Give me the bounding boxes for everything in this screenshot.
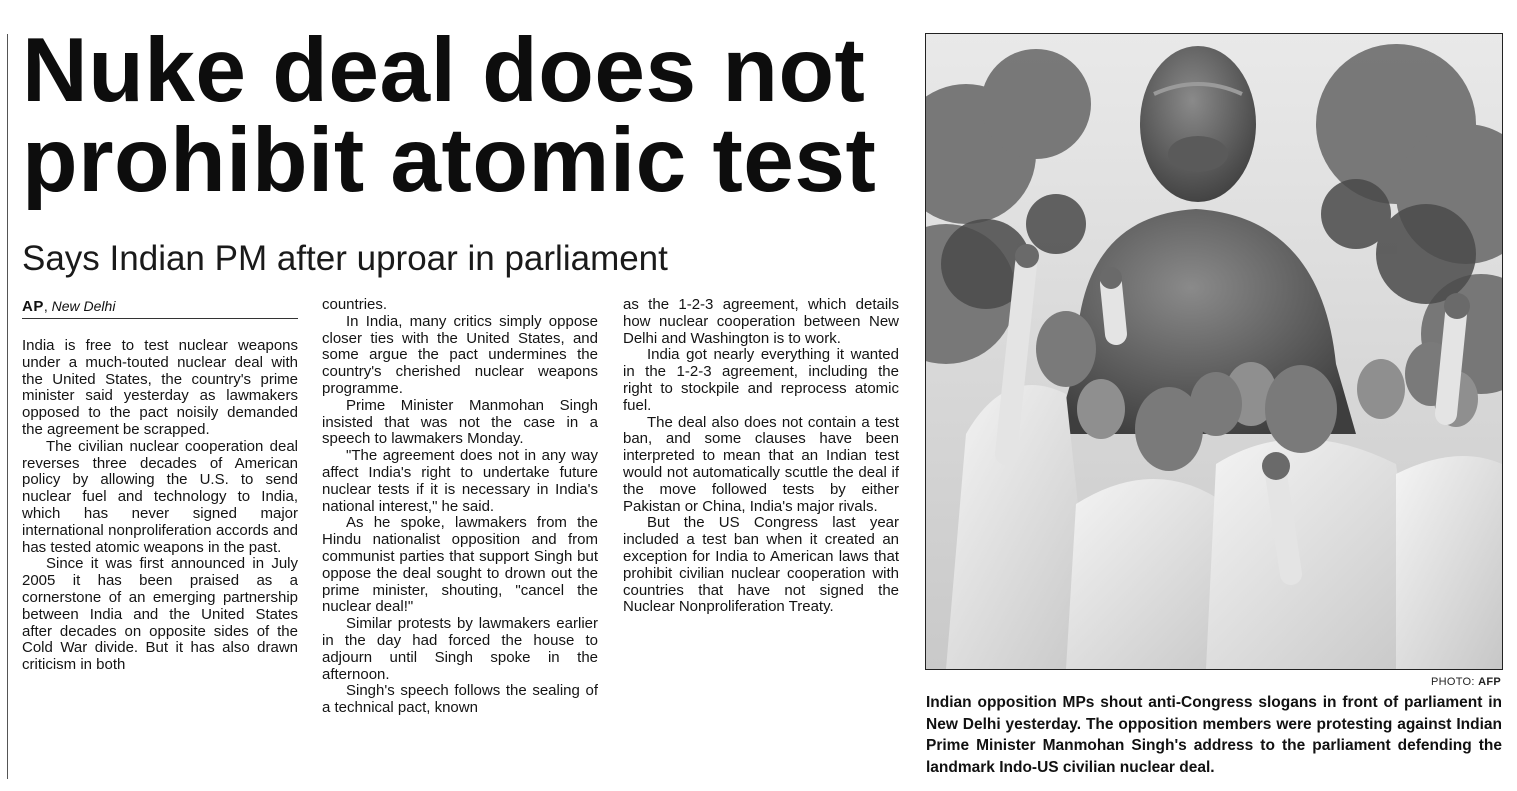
byline-location: New Delhi: [51, 298, 116, 314]
subheadline: Says Indian PM after uproar in parliament: [22, 239, 668, 278]
news-photo: [925, 33, 1503, 670]
photo-credit-label: PHOTO:: [1430, 676, 1475, 688]
byline: AP, New Delhi: [22, 296, 298, 319]
article-paragraph: The civilian nuclear cooperation deal reverses three decades of American policy by allowing the U.S. to send nuclear fuel and technology to India, which has never signed major international nonproliferation accords and has tested atomic weapons in the past.: [22, 437, 298, 556]
article-paragraph: As he spoke, lawmakers from the Hindu nationalist opposition and from communist parties that support Singh but oppose the deal sought to drown out the prime minister, shouting, "cancel the nuclear deal!": [322, 514, 598, 616]
article-paragraph: Singh's speech follows the sealing of a technical pact, known: [322, 682, 598, 717]
article-column-3: [623, 297, 899, 717]
protest-photo-illustration: [926, 34, 1502, 669]
article-paragraph: India got nearly everything it wanted in the 1-2-3 agreement, including the right to stockpile and reprocess atomic fuel.: [623, 346, 899, 414]
article-paragraph: The deal also does not contain a test ban, and some clauses have been interpreted to mean that an Indian test would not automatically scuttle the deal if the move followed tests by either Pakistan or China, India's major rivals.: [623, 413, 899, 515]
article-paragraph: Similar protests by lawmakers earlier in the day had forced the house to adjourn until Singh spoke in the afternoon.: [322, 615, 598, 683]
byline-agency: AP: [22, 298, 44, 315]
article-paragraph: countries.: [322, 297, 388, 313]
photo-credit: [1250, 676, 1501, 689]
article-column-1: [22, 338, 298, 770]
article-paragraph: India is free to test nuclear weapons under a much-touted nuclear deal with the United States, the country's prime minister said yesterday as lawmakers opposed to the pact noisily demanded the agreement be scrapped.: [22, 338, 298, 438]
article-paragraph: as the 1-2-3 agreement, which details how nuclear cooperation between New Delhi and Washington is to work.: [623, 297, 899, 347]
article-paragraph: But the US Congress last year included a test ban when it created an exception for India to American laws that prohibit civilian nuclear cooperation with countries that have not signed the Nuclear Nonproliferation Treaty.: [623, 514, 899, 616]
article-paragraph: "The agreement does not in any way affect India's right to undertake future nuclear tests if it is necessary in India's national interest," he said.: [322, 447, 598, 515]
headline: Nuke deal does not prohibit atomic test: [22, 20, 877, 211]
left-column-rule: [7, 34, 8, 779]
article-paragraph: In India, many critics simply oppose closer ties with the United States, and some argue the pact undermines the country's cherished nuclear weapons programme.: [322, 312, 598, 397]
photo-caption: Indian opposition MPs shout anti-Congress slogans in front of parliament in New Delhi yesterday. The opposition members were protesting against Indian Prime Minister Manmohan Singh's address to the parliament defending the landmark Indo-US civilian nuclear deal.: [926, 694, 1502, 776]
article-paragraph: Since it was first announced in July 2005 it has been praised as a cornerstone of an emerging partnership between India and the United States after decades on opposite sides of the Cold War divide. But it has also drawn criticism in both: [22, 555, 298, 674]
photo-credit-source: AFP: [1478, 676, 1501, 688]
article-column-2: [322, 297, 598, 769]
article-paragraph: Prime Minister Manmohan Singh insisted that was not the case in a speech to lawmakers Monday.: [322, 396, 598, 448]
